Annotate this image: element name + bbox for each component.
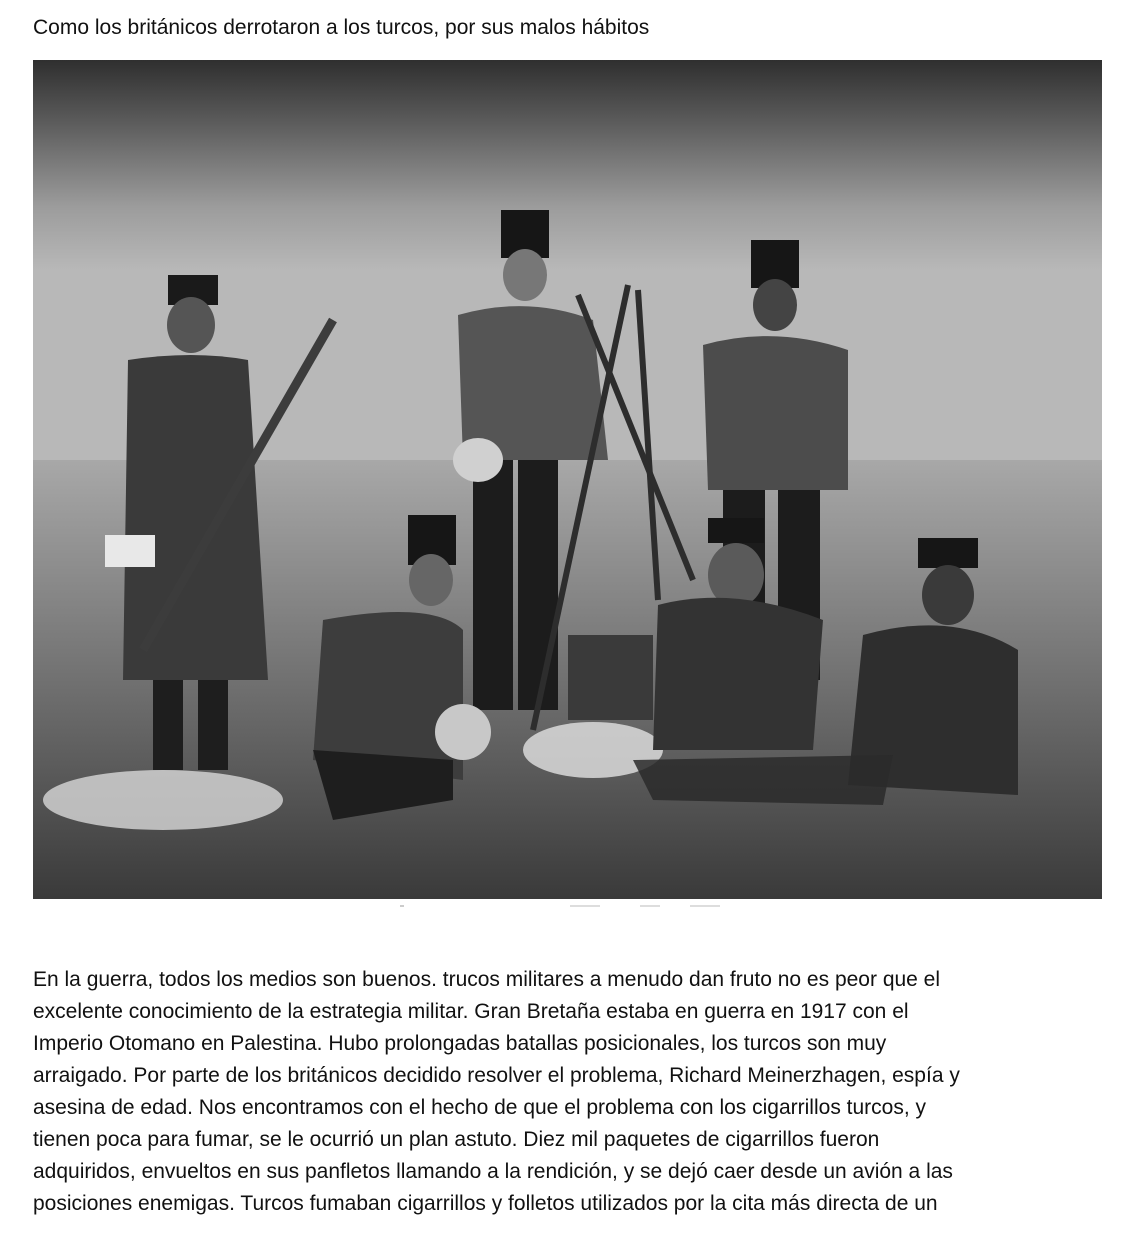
page-title: Como los británicos derrotaron a los turcos, por sus malos hábitos	[33, 16, 650, 39]
knapsack	[568, 635, 653, 720]
body-line: tienen poca para fumar, se le ocurrió un plan astuto. Diez mil paquetes de cigarrillos fueron	[33, 1128, 880, 1151]
body-line: arraigado. Por parte de los británicos decidido resolver el problema, Richard Meinerzhagen, espía y	[33, 1064, 960, 1087]
body-line: asesina de edad. Nos encontramos con el hecho de que el problema con los cigarrillos turcos, y	[33, 1096, 927, 1119]
body-line: Imperio Otomano en Palestina. Hubo prolongadas batallas posicionales, los turcos son muy	[33, 1032, 887, 1055]
body-line: En la guerra, todos los medios son buenos. trucos militares a menudo dan fruto no es peor que el	[33, 968, 941, 991]
body-line: posiciones enemigas. Turcos fumaban cigarrillos y folletos utilizados por la cita más directa de un	[33, 1192, 938, 1215]
article-body	[33, 964, 1093, 1220]
historical-photo	[33, 60, 1102, 899]
soldiers-photo-illustration	[33, 60, 1102, 899]
body-line: excelente conocimiento de la estrategia militar. Gran Bretaña estaba en guerra en 1917 con el	[33, 1000, 909, 1023]
body-line: adquiridos, envueltos en sus panfletos llamando a la rendición, y se dejó caer desde un avión a las	[33, 1160, 953, 1183]
photo-caption-remnant	[400, 902, 740, 912]
